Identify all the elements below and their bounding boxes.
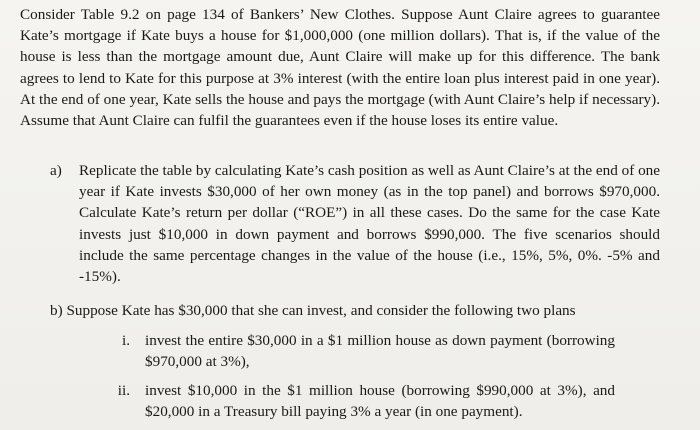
part-b-marker: b) bbox=[50, 302, 63, 319]
question-part-b bbox=[50, 300, 660, 321]
plan-ii-text: invest $10,000 in the $1 million house (borrowing $990,000 at 3%), and $20,000 in a Treasury bill paying 3% a year (in one payment). bbox=[145, 382, 615, 421]
plan-ii bbox=[100, 380, 660, 424]
intro-paragraph: Consider Table 9.2 on page 134 of Bankers’ New Clothes. Suppose Aunt Claire agrees to guarantee Kate’s mortgage if Kate buys a house for $1,000,000 (one million dollars). That is, if the value of the house is less than the mortgage amount due, Aunt Claire will make up for this difference. The bank agrees to lend to Kate for this purpose at 3% interest (with the entire loan plus interest paid in one year). At the end of one year, Kate sells the house and pays the mortgage (with Aunt Claire’s help if necessary). Assume that Aunt Claire can fulfil the guarantees even if the house loses its entire value. bbox=[20, 6, 660, 130]
plan-i-numeral: i. bbox=[121, 332, 130, 349]
plan-ii-numeral: ii. bbox=[117, 382, 130, 399]
part-a-text: Replicate the table by calculating Kate’s cash position as well as Aunt Claire’s at the end of one year if Kate invests $30,000 of her own money (as in the top panel) and borrows $970,000. Calculate Kate’s return per dollar (“ROE”) in all these cases. Do the same for the case Kate invests just $10,000 in down payment and borrows $990,000. The five scenarios should include the same percentage changes in the value of the house (i.e., 15%, 5%, 0%. -5% and -15%). bbox=[79, 162, 660, 286]
plan-i bbox=[100, 330, 660, 374]
part-a-marker: a) bbox=[50, 162, 62, 179]
question-part-a bbox=[50, 160, 660, 287]
plan-i-text: invest the entire $30,000 in a $1 million house as down payment (borrowing $970,000 at 3%), bbox=[145, 332, 615, 371]
part-b-text: Suppose Kate has $30,000 that she can invest, and consider the following two plans bbox=[66, 302, 576, 319]
